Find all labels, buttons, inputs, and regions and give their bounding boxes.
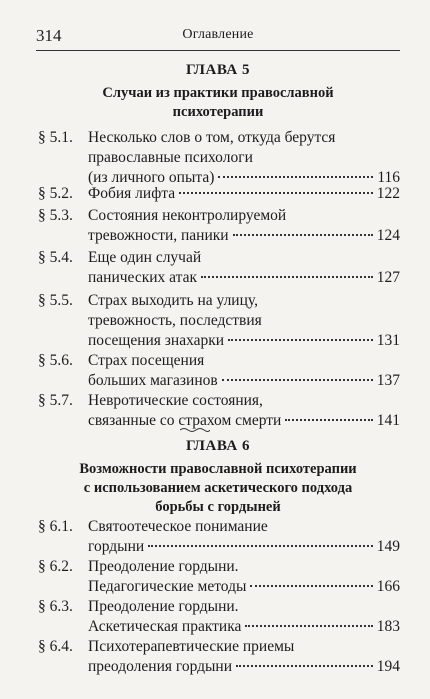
chapter-title-line: борьбы с гордыней xyxy=(155,499,281,515)
entry-text: Преодоление гордыни. xyxy=(88,558,239,575)
entry-title xyxy=(88,517,400,557)
leader-dots xyxy=(179,192,373,194)
ornament-divider xyxy=(180,427,210,433)
entry-title-line xyxy=(88,248,400,268)
leader-dots xyxy=(285,419,372,421)
entry-text: православные психологи xyxy=(88,149,253,166)
entry-text: преодоления гордыни xyxy=(88,658,233,675)
chapter-title-line: Возможности православной психотерапии xyxy=(79,461,357,477)
page-number: 314 xyxy=(36,26,62,45)
page-ref: 183 xyxy=(376,618,400,635)
page-ref: 116 xyxy=(377,169,400,186)
section-number: § 5.5. xyxy=(38,292,73,309)
page-ref: 124 xyxy=(376,227,400,244)
entry-title xyxy=(88,184,400,204)
entry-title-line xyxy=(88,184,400,204)
entry-title xyxy=(88,557,400,597)
toc-entry[interactable] xyxy=(38,291,400,351)
toc-entry[interactable] xyxy=(38,391,400,431)
entry-title-line xyxy=(88,577,400,597)
page-ref: 166 xyxy=(376,578,400,595)
leader-dots xyxy=(222,379,373,381)
entry-title xyxy=(88,637,400,677)
entry-title-line xyxy=(88,311,400,331)
section-number: § 6.3. xyxy=(38,598,73,615)
chapter-6-title xyxy=(42,460,394,517)
page-ref: 122 xyxy=(376,185,400,202)
chapter-title-line: Случаи из практики православной xyxy=(102,85,334,101)
entry-title xyxy=(88,206,400,246)
entry-text: связанные со страхом смерти xyxy=(88,412,282,429)
leader-dots xyxy=(201,276,373,278)
entry-text: Невротические состояния, xyxy=(88,392,263,409)
toc-entry[interactable] xyxy=(38,351,400,391)
section-number: § 5.3. xyxy=(38,207,73,224)
entry-text: Страх выходить на улицу, xyxy=(88,292,258,309)
page-ref: 141 xyxy=(376,412,400,429)
entry-title-line xyxy=(88,226,400,246)
toc-entry[interactable] xyxy=(38,597,400,637)
leader-dots xyxy=(228,339,373,341)
toc-entry[interactable] xyxy=(38,184,400,204)
section-number: § 6.1. xyxy=(38,518,73,535)
section-number: § 6.4. xyxy=(38,638,73,655)
entry-title-line xyxy=(88,351,400,371)
entry-title xyxy=(88,351,400,391)
entry-text: посещения знахарки xyxy=(88,332,225,349)
section-number: § 5.2. xyxy=(38,185,73,202)
entry-title-line xyxy=(88,371,400,391)
running-head xyxy=(36,26,400,46)
leader-dots xyxy=(218,176,373,178)
page-ref: 137 xyxy=(376,372,400,389)
leader-dots xyxy=(148,545,373,547)
entry-text: Психотерапевтические приемы xyxy=(88,638,295,655)
entry-title-line xyxy=(88,617,400,637)
entry-text: больших магазинов xyxy=(88,372,218,389)
entry-title-line xyxy=(88,331,400,351)
entry-text: панических атак xyxy=(88,269,198,286)
section-number: § 5.4. xyxy=(38,249,73,266)
toc-entry[interactable] xyxy=(38,517,400,557)
entry-title-line xyxy=(88,637,400,657)
chapter-6-label: ГЛАВА 6 xyxy=(186,438,250,454)
entry-text: Преодоление гордыни. xyxy=(88,598,239,615)
entry-title xyxy=(88,291,400,351)
toc-entry[interactable] xyxy=(38,128,400,188)
page-ref: 194 xyxy=(376,658,400,675)
entry-text: тревожность, последствия xyxy=(88,312,262,329)
section-number: § 6.2. xyxy=(38,558,73,575)
entry-title-line xyxy=(88,268,400,288)
entry-text: (из личного опыта) xyxy=(88,169,215,186)
entry-text: Страх посещения xyxy=(88,352,205,369)
entry-text: гордыни xyxy=(88,538,145,555)
header-rule xyxy=(36,50,400,51)
entry-text: Святоотеческое понимание xyxy=(88,518,268,535)
running-head-title: Оглавление xyxy=(182,27,254,42)
page-ref: 131 xyxy=(376,332,400,349)
leader-dots xyxy=(250,585,372,587)
leader-dots xyxy=(233,234,373,236)
entry-title xyxy=(88,128,400,188)
chapter-5-title xyxy=(60,84,376,122)
entry-title xyxy=(88,248,400,288)
entry-title-line xyxy=(88,128,400,148)
entry-text: Фобия лифта xyxy=(88,185,176,202)
entry-title-line xyxy=(88,148,400,168)
entry-title-line xyxy=(88,537,400,557)
entry-title-line xyxy=(88,597,400,617)
toc-entry[interactable] xyxy=(38,248,400,288)
toc-entry[interactable] xyxy=(38,206,400,246)
entry-text: тревожности, паники xyxy=(88,227,229,244)
entry-title-line xyxy=(88,557,400,577)
entry-text: Состояния неконтролируемой xyxy=(88,207,287,224)
section-number: § 5.7. xyxy=(38,392,73,409)
chapter-title-line: с использованием аскетического подхода xyxy=(83,480,353,496)
entry-title xyxy=(88,597,400,637)
entry-text: Аскетическая практика xyxy=(88,618,242,635)
entry-title-line xyxy=(88,411,400,431)
entry-title-line xyxy=(88,517,400,537)
entry-text: Педагогические методы xyxy=(88,578,247,595)
entry-title-line xyxy=(88,206,400,226)
section-number: § 5.1. xyxy=(38,129,73,146)
page-ref: 149 xyxy=(376,538,400,555)
leader-dots xyxy=(245,625,372,627)
entry-title xyxy=(88,391,400,431)
section-number: § 5.6. xyxy=(38,352,73,369)
entry-text: Еще один случай xyxy=(88,249,202,266)
page-ref: 127 xyxy=(376,269,400,286)
leader-dots xyxy=(236,665,373,667)
chapter-5-label: ГЛАВА 5 xyxy=(186,62,250,78)
entry-title-line xyxy=(88,291,400,311)
chapter-title-line: психотерапии xyxy=(172,104,264,120)
toc-entry[interactable] xyxy=(38,637,400,677)
toc-entry[interactable] xyxy=(38,557,400,597)
entry-title-line xyxy=(88,391,400,411)
entry-title-line xyxy=(88,657,400,677)
entry-text: Несколько слов о том, откуда берутся xyxy=(88,129,336,146)
